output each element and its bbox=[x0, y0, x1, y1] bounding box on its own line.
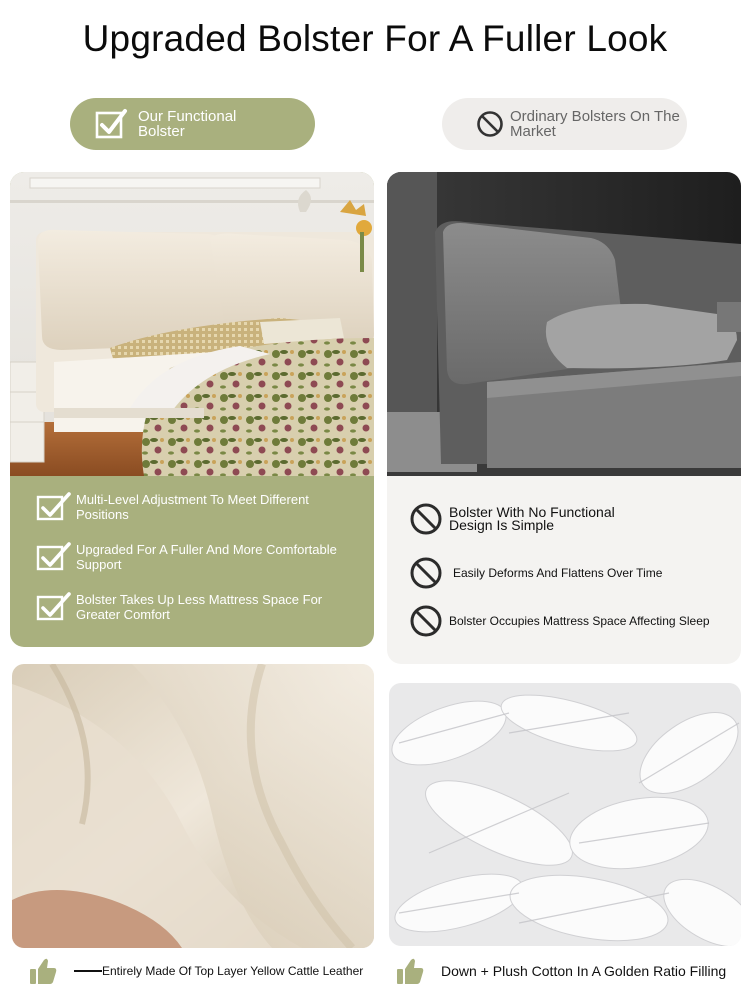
ordinary-issue-text: Bolster Occupies Mattress Space Affecting Sleep bbox=[449, 613, 710, 628]
ordinary-issue-item bbox=[409, 556, 662, 590]
thumbs-up-icon bbox=[395, 956, 425, 986]
ordinary-issue-item bbox=[409, 604, 710, 638]
grey-bed-photo bbox=[387, 172, 741, 476]
ours-pill-label: Our Functional Bolster bbox=[138, 108, 237, 140]
feather-texture-image bbox=[389, 683, 741, 946]
ordinary-issue-item bbox=[409, 502, 649, 536]
cream-leather-bed-photo bbox=[10, 172, 374, 476]
filling-caption-text: Down + Plush Cotton In A Golden Ratio Filling bbox=[441, 963, 727, 979]
checkbox-checked-icon bbox=[36, 542, 72, 572]
prohibited-icon bbox=[409, 556, 443, 590]
filling-caption bbox=[395, 956, 726, 986]
checkbox-checked-icon bbox=[94, 107, 128, 141]
prohibited-icon bbox=[409, 502, 443, 536]
ours-pill bbox=[70, 98, 315, 150]
prohibited-icon bbox=[476, 110, 504, 138]
ours-card bbox=[10, 172, 374, 647]
leather-texture-image bbox=[12, 664, 374, 948]
ours-feature-text: Multi-Level Adjustment To Meet Different Positions bbox=[76, 492, 309, 522]
leather-caption bbox=[28, 956, 363, 986]
page-title: Upgraded Bolster For A Fuller Look bbox=[82, 18, 668, 59]
leather-caption-text: Entirely Made Of Top Layer Yellow Cattle Leather bbox=[102, 964, 364, 978]
ordinary-pill-label: Ordinary Bolsters On The Market bbox=[510, 108, 680, 140]
checkbox-checked-icon bbox=[36, 492, 72, 522]
prohibited-icon bbox=[409, 604, 443, 638]
ordinary-pill bbox=[442, 98, 687, 150]
ordinary-issue-text: Easily Deforms And Flattens Over Time bbox=[453, 565, 663, 580]
ordinary-card bbox=[387, 172, 741, 664]
thumbs-up-icon bbox=[28, 956, 58, 986]
ours-feature-text: Upgraded For A Fuller And More Comfortable Support bbox=[76, 542, 337, 572]
ordinary-issue-text: Bolster With No Functional Design Is Simple bbox=[449, 504, 615, 533]
ours-feature-item bbox=[36, 542, 346, 572]
leather-material-photo bbox=[12, 664, 374, 948]
down-feather-photo bbox=[389, 683, 741, 946]
ours-feature-item bbox=[36, 592, 346, 622]
ours-feature-text: Bolster Takes Up Less Mattress Space For Greater Comfort bbox=[76, 592, 323, 622]
ours-feature-item bbox=[36, 492, 346, 522]
caption-dash bbox=[74, 970, 102, 972]
checkbox-checked-icon bbox=[36, 592, 72, 622]
